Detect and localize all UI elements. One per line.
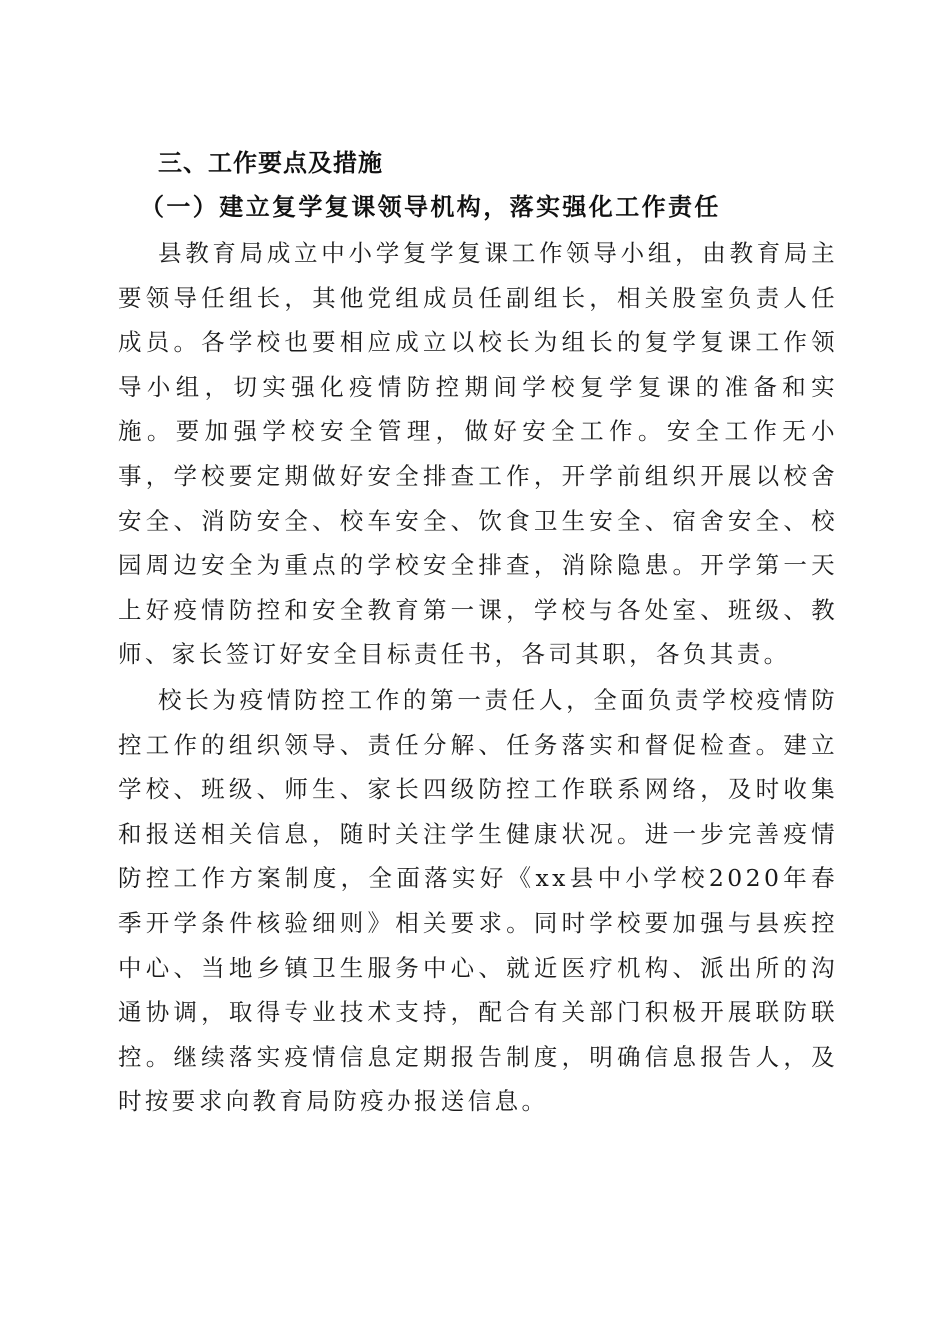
sub-heading: （一）建立复学复课领导机构，落实强化工作责任 <box>140 192 721 221</box>
body-paragraph: 县教育局成立中小学复学复课工作领导小组，由教育局主要领导任组长，其他党组成员任副组长，相关股室负责人任成员。各学校也要相应成立以校长为组长的复学复课工作领导小组，切实强化疫情防控期间学校复学复课的准备和实施。要加强学校安全管理，做好安全工作。安全工作无小事，学校要定期做好安全排查工作，开学前组织开展以校舍安全、消防安全、校车安全、饮食卫生安全、宿舍安全、校园周边安全为重点的学校安全排查，消除隐患。开学第一天上好疫情防控和安全教育第一课，学校与各处室、班级、教师、家长签订好安全目标责任书，各司其职，各负其责。 <box>118 239 838 669</box>
section-heading: 三、工作要点及措施 <box>158 149 383 177</box>
body-paragraph: 校长为疫情防控工作的第一责任人，全面负责学校疫情防控工作的组织领导、责任分解、任务落实和督促检查。建立学校、班级、师生、家长四级防控工作联系网络，及时收集和报送相关信息，随时关注学生健康状况。进一步完善疫情防控工作方案制度，全面落实好《xx县中小学校2020年春季开学条件核验细则》相关要求。同时学校要加强与县疾控中心、当地乡镇卫生服务中心、就近医疗机构、派出所的沟通协调，取得专业技术支持，配合有关部门积极开展联防联控。继续落实疫情信息定期报告制度，明确信息报告人，及时按要求向教育局防疫办报送信息。 <box>118 686 838 1116</box>
